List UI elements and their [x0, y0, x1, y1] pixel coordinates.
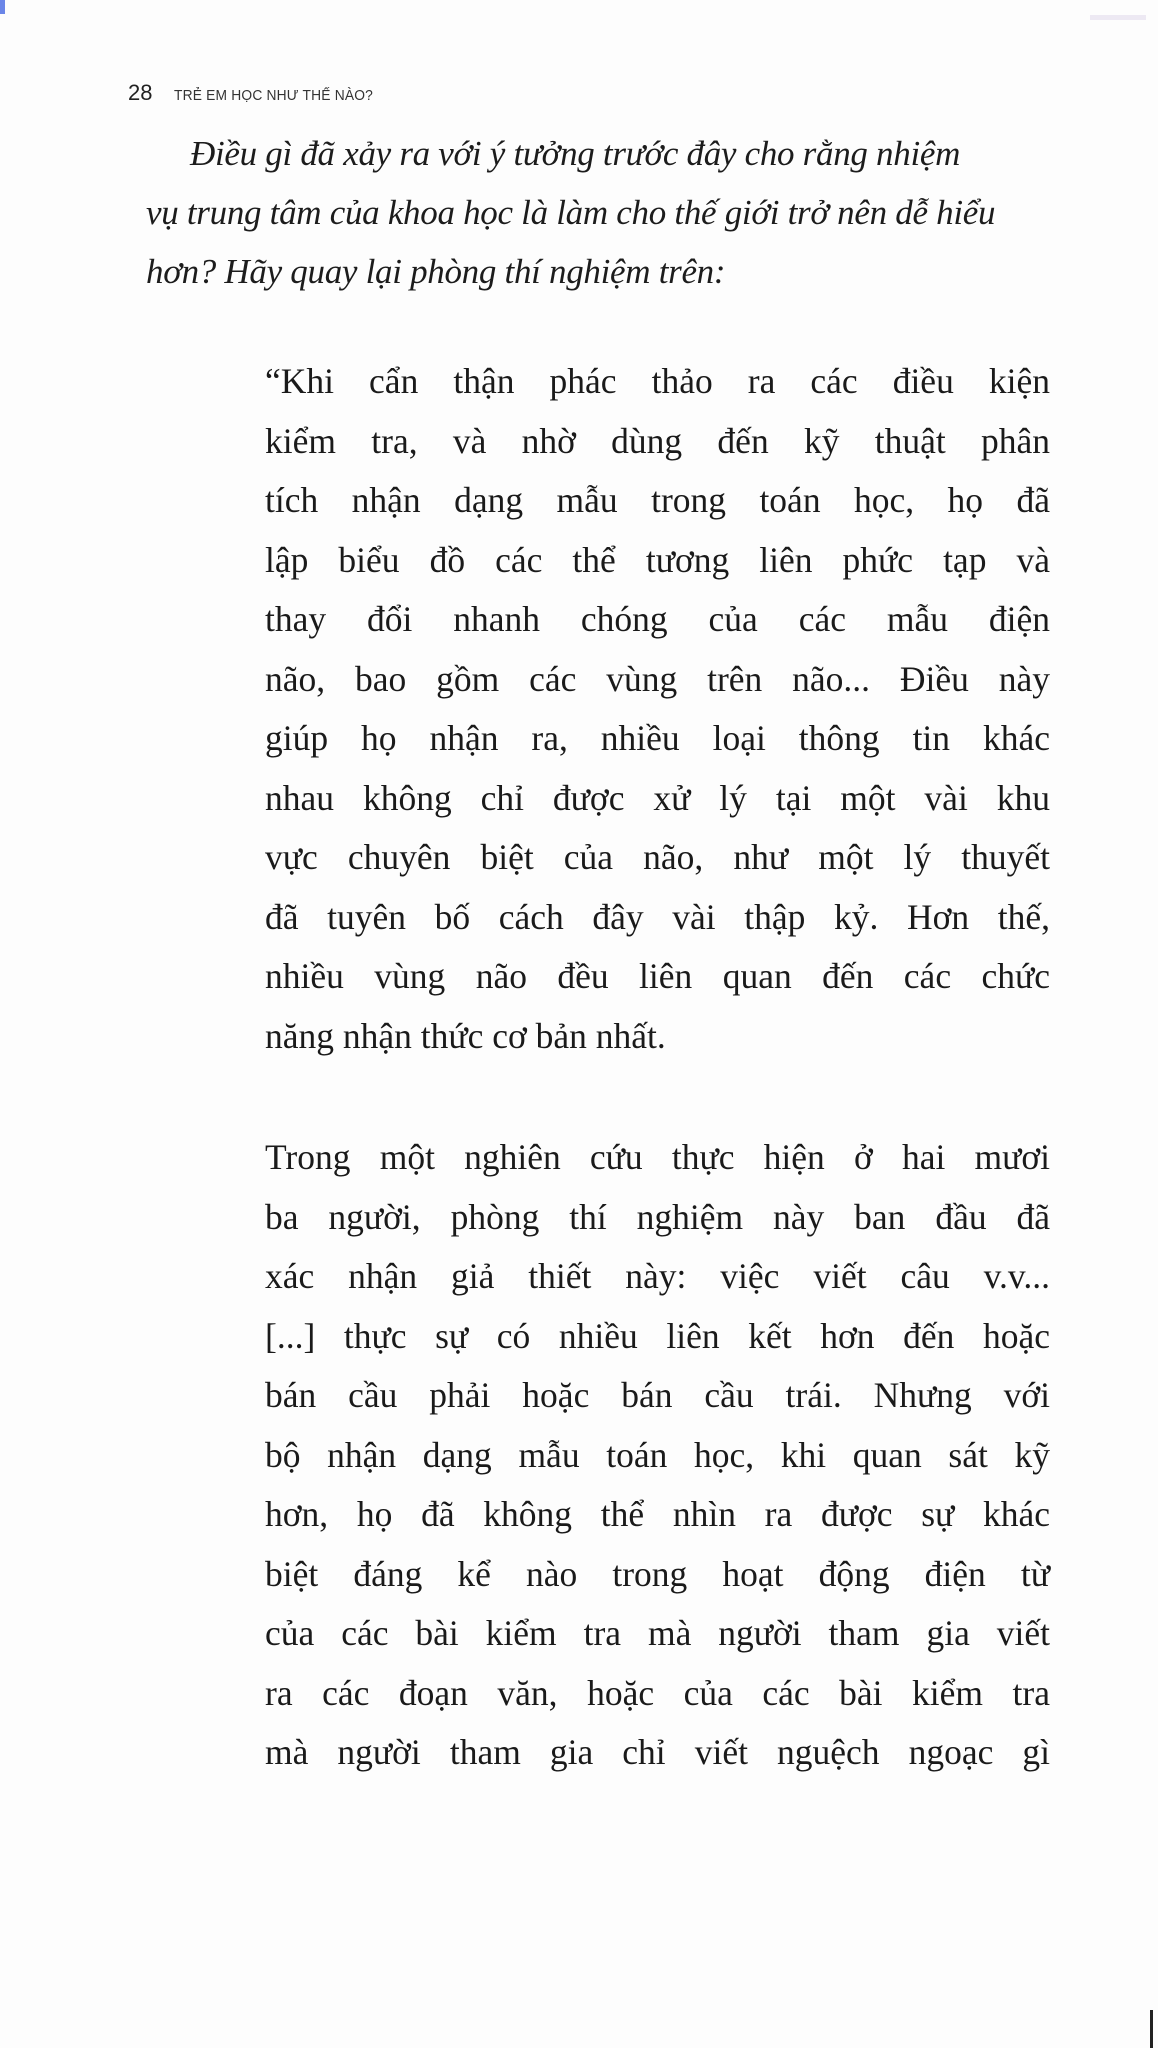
- text-line: hơn? Hãy quay lại phòng thí nghiệm trên:: [146, 252, 726, 291]
- quote-paragraph: [265, 352, 1050, 1066]
- text-line: mà người tham gia chỉ viết nguệch ngoạc gì: [265, 1732, 1050, 1772]
- book-title: TRẺ EM HỌC NHƯ THẾ NÀO?: [174, 87, 374, 104]
- text-line: thay đổi nhanh chóng của các mẫu điện: [265, 599, 1050, 639]
- text-line: ba người, phòng thí nghiệm này ban đầu đã: [265, 1196, 1050, 1237]
- text-line: bộ nhận dạng mẫu toán học, khi quan sát kỹ: [265, 1434, 1050, 1475]
- block-quote: [265, 352, 1050, 1783]
- text-line: ra các đoạn văn, hoặc của các bài kiểm tra: [265, 1672, 1050, 1713]
- text-line: não, bao gồm các vùng trên não... Điều này: [265, 658, 1050, 699]
- scan-edge-mark: [1150, 2010, 1153, 2048]
- text-line: đã tuyên bố cách đây vài thập kỷ. Hơn thế,: [265, 896, 1050, 937]
- text-line: của các bài kiểm tra mà người tham gia viết: [265, 1613, 1050, 1653]
- text-line: biệt đáng kể nào trong hoạt động điện từ: [265, 1553, 1050, 1594]
- text-line: năng nhận thức cơ bản nhất.: [265, 1015, 666, 1056]
- text-line: nhau không chỉ được xử lý tại một vài khu: [265, 777, 1050, 818]
- text-line: lập biểu đồ các thể tương liên phức tạp và: [265, 539, 1050, 580]
- scan-edge-mark: [0, 0, 5, 14]
- text-line: kiểm tra, và nhờ dùng đến kỹ thuật phân: [265, 420, 1050, 461]
- text-line: vụ trung tâm của khoa học là làm cho thế giới trở nên dễ hiểu: [146, 193, 996, 232]
- text-line: Trong một nghiên cứu thực hiện ở hai mươi: [265, 1137, 1050, 1177]
- intro-paragraph: [146, 124, 1098, 301]
- text-line: xác nhận giả thiết này: việc viết câu v.v...: [265, 1256, 1050, 1296]
- text-line: tích nhận dạng mẫu trong toán học, họ đã: [265, 480, 1050, 520]
- page-number: 28: [128, 80, 153, 105]
- text-line: Điều gì đã xảy ra với ý tưởng trước đây cho rằng nhiệm: [190, 134, 961, 173]
- paragraph-gap: [265, 1066, 1050, 1128]
- scan-edge-mark: [1090, 15, 1146, 20]
- text-line: [...] thực sự có nhiều liên kết hơn đến hoặc: [265, 1315, 1050, 1356]
- text-line: nhiều vùng não đều liên quan đến các chức: [265, 956, 1050, 996]
- text-line: giúp họ nhận ra, nhiều loại thông tin khác: [265, 718, 1050, 758]
- text-line: bán cầu phải hoặc bán cầu trái. Nhưng với: [265, 1375, 1050, 1415]
- text-line: hơn, họ đã không thể nhìn ra được sự khác: [265, 1494, 1050, 1534]
- running-head: [128, 80, 391, 106]
- text-line: “Khi cẩn thận phác thảo ra các điều kiện: [265, 361, 1050, 401]
- text-line: vực chuyên biệt của não, như một lý thuyết: [265, 837, 1050, 877]
- quote-paragraph: [265, 1128, 1050, 1783]
